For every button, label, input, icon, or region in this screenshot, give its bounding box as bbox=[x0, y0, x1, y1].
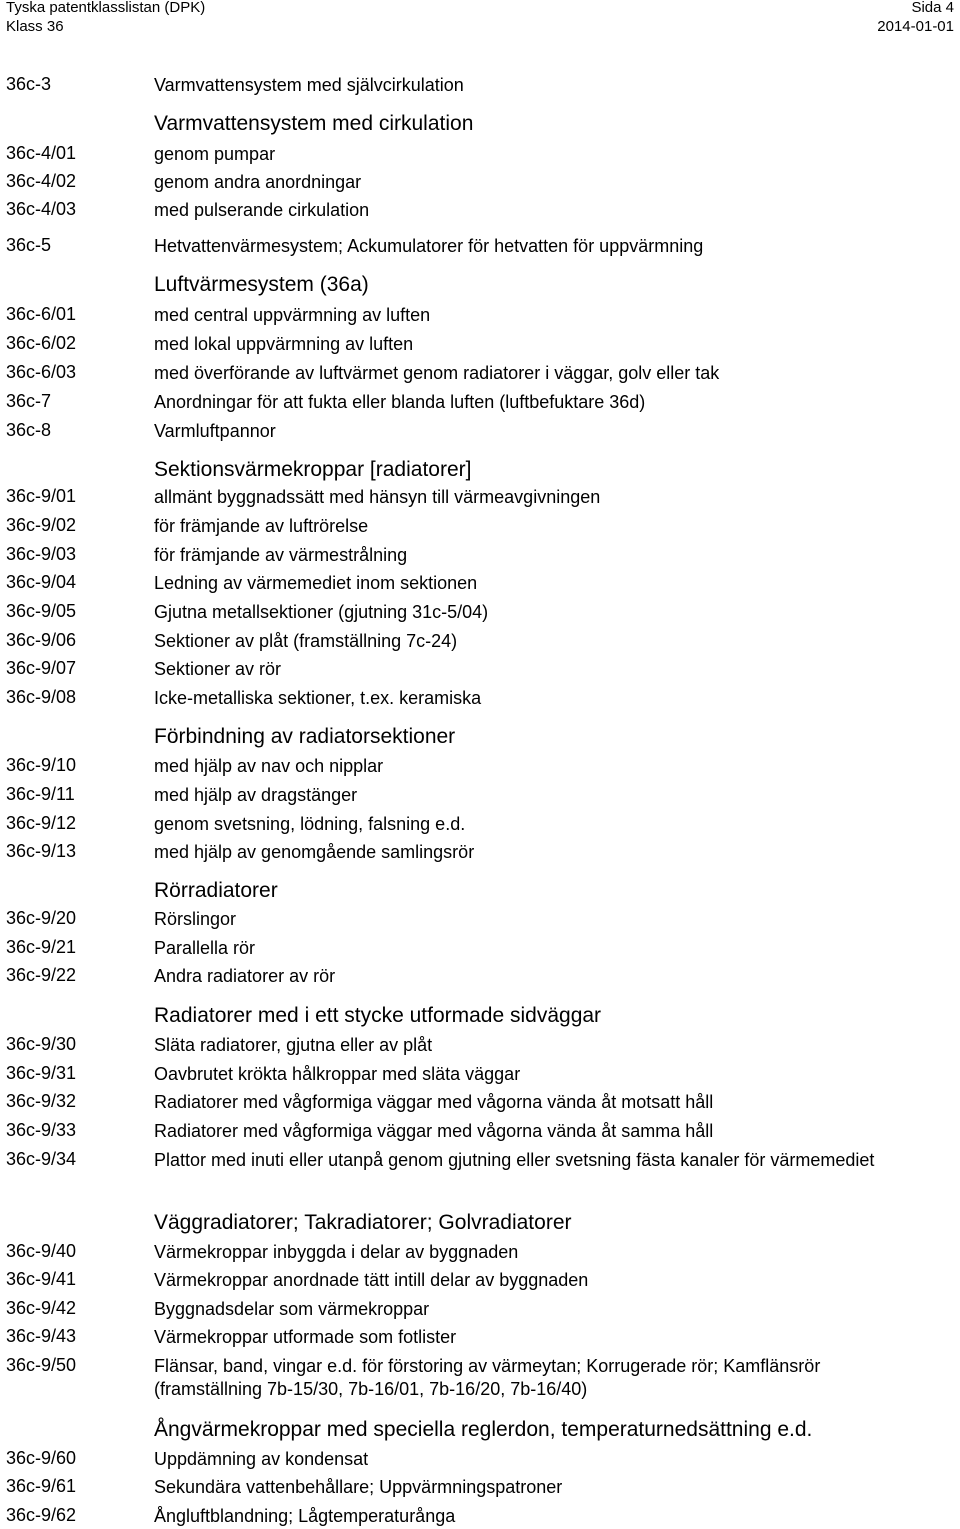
class-description: Andra radiatorer av rör bbox=[154, 966, 336, 986]
class-code: 36c-9/61 bbox=[6, 1476, 77, 1496]
class-description: Värmekroppar inbyggda i delar av byggnaden bbox=[154, 1242, 519, 1262]
class-description: med hjälp av genomgående samlingsrör bbox=[154, 842, 475, 862]
class-code: 36c-9/04 bbox=[6, 572, 77, 592]
class-code: 36c-9/34 bbox=[6, 1149, 77, 1169]
class-description: Icke-metalliska sektioner, t.ex. keramiska bbox=[154, 688, 482, 708]
class-code: 36c-4/03 bbox=[6, 199, 77, 219]
group-heading-text: Ångvärmekroppar med speciella reglerdon, temperaturnedsättning e.d. bbox=[154, 1418, 813, 1441]
class-description: med lokal uppvärmning av luften bbox=[154, 334, 414, 354]
class-description: genom pumpar bbox=[154, 144, 276, 164]
class-description: för främjande av värmestrålning bbox=[154, 545, 408, 565]
class-code: 36c-5 bbox=[6, 235, 52, 255]
class-description: genom andra anordningar bbox=[154, 172, 362, 192]
class-description: Radiatorer med vågformiga väggar med vågorna vända åt motsatt håll bbox=[154, 1092, 714, 1112]
class-code: 36c-9/31 bbox=[6, 1063, 77, 1083]
group-heading-text: Förbindning av radiatorsektioner bbox=[154, 725, 456, 748]
class-description: Byggnadsdelar som värmekroppar bbox=[154, 1299, 430, 1319]
class-code: 36c-6/03 bbox=[6, 362, 77, 382]
class-code: 36c-9/33 bbox=[6, 1120, 77, 1140]
class-description: Hetvattenvärmesystem; Ackumulatorer för hetvatten för uppvärmning bbox=[154, 236, 704, 256]
class-code: 36c-9/62 bbox=[6, 1505, 77, 1525]
class-code: 36c-9/40 bbox=[6, 1241, 77, 1261]
class-description: Sektioner av rör bbox=[154, 659, 282, 679]
class-code: 36c-4/02 bbox=[6, 171, 77, 191]
class-description: Ångluftblandning; Lågtemperaturånga bbox=[154, 1506, 456, 1526]
page-number: Sida 4 bbox=[911, 0, 954, 16]
class-description: med hjälp av nav och nipplar bbox=[154, 756, 384, 776]
class-code: 36c-9/08 bbox=[6, 687, 77, 707]
group-heading-text: Väggradiatorer; Takradiatorer; Golvradiatorer bbox=[154, 1211, 572, 1234]
class-code: 36c-6/01 bbox=[6, 304, 77, 324]
class-description: Plattor med inuti eller utanpå genom gjutning eller svetsning fästa kanaler för värmemediet bbox=[154, 1150, 875, 1170]
class-code: 36c-9/22 bbox=[6, 965, 77, 985]
class-description: Värmekroppar utformade som fotlister bbox=[154, 1327, 457, 1347]
class-description: Släta radiatorer, gjutna eller av plåt bbox=[154, 1035, 433, 1055]
class-code: 36c-9/07 bbox=[6, 658, 77, 678]
class-code: 36c-9/50 bbox=[6, 1355, 77, 1375]
class-code: 36c-9/41 bbox=[6, 1269, 77, 1289]
class-code: 36c-9/21 bbox=[6, 937, 77, 957]
class-description: Gjutna metallsektioner (gjutning 31c-5/04) bbox=[154, 602, 489, 622]
class-code: 36c-9/42 bbox=[6, 1298, 77, 1318]
class-description: Flänsar, band, vingar e.d. för förstoring av värmeytan; Korrugerade rör; Kamflänsrör (framställning 7b-15/30, 7b-16/01, 7b-16/20, 7b-16/40) bbox=[154, 1356, 821, 1399]
class-description: Parallella rör bbox=[154, 938, 256, 958]
class-description: Anordningar för att fukta eller blanda luften (luftbefuktare 36d) bbox=[154, 392, 646, 412]
class-description: för främjande av luftrörelse bbox=[154, 516, 369, 536]
class-description: med central uppvärmning av luften bbox=[154, 305, 431, 325]
group-heading-text: Luftvärmesystem (36a) bbox=[154, 273, 369, 296]
class-code: 36c-7 bbox=[6, 391, 52, 411]
class-description: med pulserande cirkulation bbox=[154, 200, 370, 220]
document-date: 2014-01-01 bbox=[877, 18, 954, 35]
class-description: med överförande av luftvärmet genom radiatorer i väggar, golv eller tak bbox=[154, 363, 720, 383]
class-code: 36c-9/12 bbox=[6, 813, 77, 833]
class-description: Rörslingor bbox=[154, 909, 237, 929]
class-code: 36c-9/05 bbox=[6, 601, 77, 621]
class-description: Varmluftpannor bbox=[154, 421, 276, 441]
class-code: 36c-9/06 bbox=[6, 630, 77, 650]
class-code: 36c-9/03 bbox=[6, 544, 77, 564]
group-heading-text: Sektionsvärmekroppar [radiatorer] bbox=[154, 458, 472, 481]
class-description: genom svetsning, lödning, falsning e.d. bbox=[154, 814, 466, 834]
class-description: allmänt byggnadssätt med hänsyn till värmeavgivningen bbox=[154, 487, 601, 507]
class-description: Varmvattensystem med självcirkulation bbox=[154, 75, 464, 95]
group-heading-text: Varmvattensystem med cirkulation bbox=[154, 112, 474, 135]
class-code: 36c-9/11 bbox=[6, 784, 75, 804]
class-description: med hjälp av dragstänger bbox=[154, 785, 358, 805]
class-description: Uppdämning av kondensat bbox=[154, 1449, 369, 1469]
class-code: 36c-6/02 bbox=[6, 333, 77, 353]
class-label: Klass 36 bbox=[6, 18, 64, 35]
class-code: 36c-4/01 bbox=[6, 143, 77, 163]
class-description: Sekundära vattenbehållare; Uppvärmningspatroner bbox=[154, 1477, 563, 1497]
class-code: 36c-9/30 bbox=[6, 1034, 77, 1054]
class-description: Radiatorer med vågformiga väggar med vågorna vända åt samma håll bbox=[154, 1121, 714, 1141]
class-code: 36c-9/43 bbox=[6, 1326, 77, 1346]
class-code: 36c-9/32 bbox=[6, 1091, 77, 1111]
class-code: 36c-3 bbox=[6, 74, 52, 94]
class-code: 36c-8 bbox=[6, 420, 52, 440]
class-description: Ledning av värmemediet inom sektionen bbox=[154, 573, 478, 593]
class-code: 36c-9/60 bbox=[6, 1448, 77, 1468]
group-heading-text: Rörradiatorer bbox=[154, 879, 278, 902]
class-code: 36c-9/20 bbox=[6, 908, 77, 928]
class-description: Värmekroppar anordnade tätt intill delar av byggnaden bbox=[154, 1270, 589, 1290]
class-code: 36c-9/02 bbox=[6, 515, 77, 535]
document-title: Tyska patentklasslistan (DPK) bbox=[6, 0, 206, 16]
class-code: 36c-9/01 bbox=[6, 486, 77, 506]
class-description: Sektioner av plåt (framställning 7c-24) bbox=[154, 631, 458, 651]
class-code: 36c-9/13 bbox=[6, 841, 77, 861]
class-description: Oavbrutet krökta hålkroppar med släta väggar bbox=[154, 1064, 521, 1084]
class-code: 36c-9/10 bbox=[6, 755, 77, 775]
group-heading-text: Radiatorer med i ett stycke utformade sidväggar bbox=[154, 1004, 602, 1027]
